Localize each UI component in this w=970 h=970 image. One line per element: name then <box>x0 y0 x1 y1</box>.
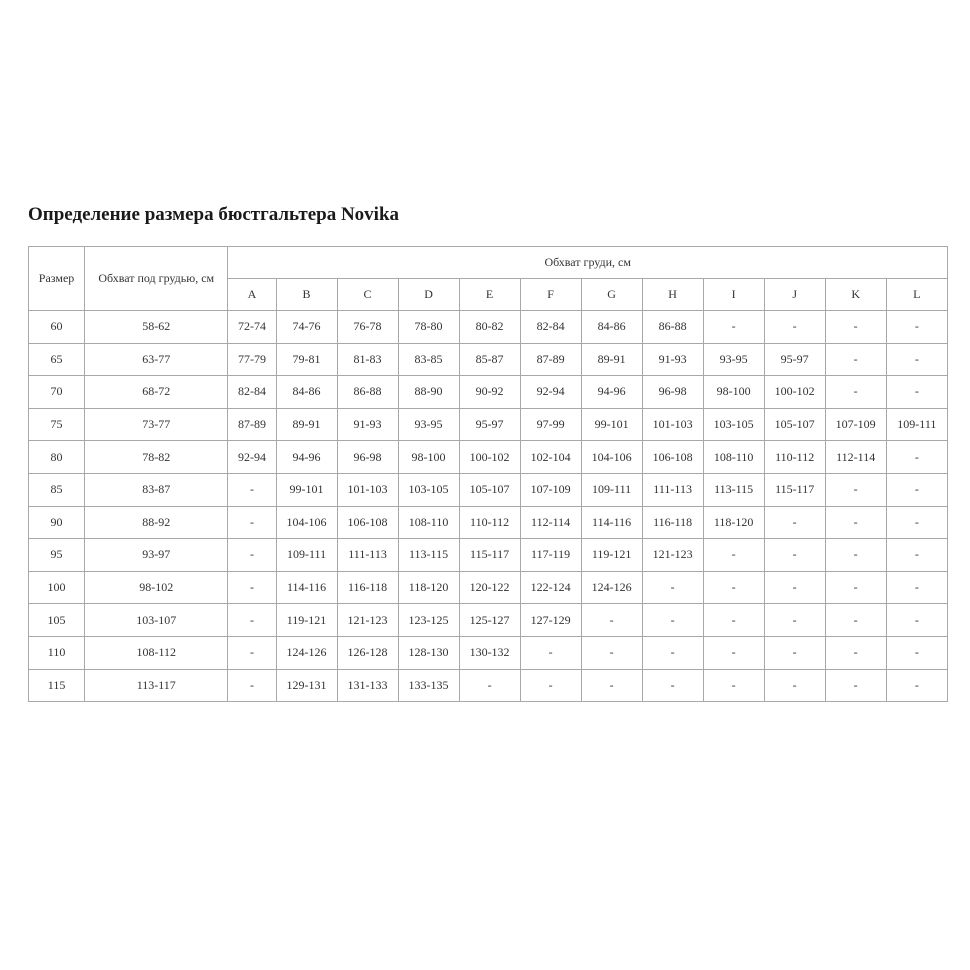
bust-cell: - <box>520 636 581 669</box>
bust-cell: 112-114 <box>825 441 886 474</box>
underbust-cell: 78-82 <box>85 441 228 474</box>
bust-cell: - <box>886 506 947 539</box>
bust-cell: 96-98 <box>642 376 703 409</box>
size-cell: 115 <box>29 669 85 702</box>
bust-cell: - <box>642 669 703 702</box>
table-row <box>29 571 948 604</box>
bust-cell: - <box>825 311 886 344</box>
bust-cell: 97-99 <box>520 408 581 441</box>
bust-cell: 82-84 <box>228 376 276 409</box>
bust-cell: - <box>228 636 276 669</box>
bust-cell: 125-127 <box>459 604 520 637</box>
bust-cell: 131-133 <box>337 669 398 702</box>
bust-cell: 130-132 <box>459 636 520 669</box>
underbust-cell: 88-92 <box>85 506 228 539</box>
bust-cell: - <box>228 506 276 539</box>
header-underbust: Обхват под грудью, см <box>85 247 228 311</box>
bust-cell: 112-114 <box>520 506 581 539</box>
cup-header-i: I <box>703 279 764 311</box>
bust-cell: 109-111 <box>886 408 947 441</box>
bust-cell: 133-135 <box>398 669 459 702</box>
bust-cell: 121-123 <box>337 604 398 637</box>
bust-cell: 78-80 <box>398 311 459 344</box>
page-title: Определение размера бюстгальтера Novika <box>28 204 400 225</box>
bust-cell: 96-98 <box>337 441 398 474</box>
bust-cell: 100-102 <box>764 376 825 409</box>
bust-cell: 94-96 <box>276 441 337 474</box>
bust-cell: 118-120 <box>703 506 764 539</box>
bust-cell: 111-113 <box>337 539 398 572</box>
bust-cell: 92-94 <box>228 441 276 474</box>
bust-cell: 110-112 <box>764 441 825 474</box>
underbust-cell: 93-97 <box>85 539 228 572</box>
bust-cell: 129-131 <box>276 669 337 702</box>
bust-cell: - <box>764 311 825 344</box>
header-size: Размер <box>29 247 85 311</box>
bust-cell: - <box>642 571 703 604</box>
size-cell: 100 <box>29 571 85 604</box>
bust-cell: 120-122 <box>459 571 520 604</box>
underbust-cell: 113-117 <box>85 669 228 702</box>
bust-cell: 101-103 <box>337 473 398 506</box>
cup-header-h: H <box>642 279 703 311</box>
bust-cell: 89-91 <box>276 408 337 441</box>
bust-cell: 106-108 <box>337 506 398 539</box>
bust-cell: 95-97 <box>764 343 825 376</box>
bust-cell: 128-130 <box>398 636 459 669</box>
bust-cell: - <box>228 539 276 572</box>
underbust-cell: 73-77 <box>85 408 228 441</box>
underbust-cell: 58-62 <box>85 311 228 344</box>
bust-cell: - <box>825 636 886 669</box>
bust-cell: - <box>825 343 886 376</box>
bust-cell: - <box>228 473 276 506</box>
bust-cell: 103-105 <box>703 408 764 441</box>
bust-cell: 101-103 <box>642 408 703 441</box>
bust-cell: 82-84 <box>520 311 581 344</box>
bust-cell: 113-115 <box>398 539 459 572</box>
bust-cell: - <box>520 669 581 702</box>
bust-cell: 76-78 <box>337 311 398 344</box>
bust-cell: 117-119 <box>520 539 581 572</box>
cup-header-a: A <box>228 279 276 311</box>
bust-cell: 104-106 <box>276 506 337 539</box>
bust-cell: 111-113 <box>642 473 703 506</box>
table-row <box>29 311 948 344</box>
bust-cell: - <box>886 669 947 702</box>
size-cell: 90 <box>29 506 85 539</box>
bust-cell: - <box>764 539 825 572</box>
bust-cell: - <box>886 571 947 604</box>
bust-cell: - <box>703 571 764 604</box>
bust-cell: - <box>825 604 886 637</box>
bust-cell: 83-85 <box>398 343 459 376</box>
bust-cell: 89-91 <box>581 343 642 376</box>
table-row <box>29 441 948 474</box>
bust-cell: 77-79 <box>228 343 276 376</box>
bust-cell: 118-120 <box>398 571 459 604</box>
bust-cell: - <box>886 441 947 474</box>
bust-cell: - <box>703 669 764 702</box>
size-cell: 95 <box>29 539 85 572</box>
bust-cell: - <box>886 539 947 572</box>
bust-cell: - <box>764 571 825 604</box>
bust-cell: - <box>886 376 947 409</box>
size-cell: 80 <box>29 441 85 474</box>
bust-cell: - <box>764 506 825 539</box>
bust-cell: 109-111 <box>581 473 642 506</box>
bust-cell: 100-102 <box>459 441 520 474</box>
bust-cell: - <box>228 604 276 637</box>
bust-cell: - <box>764 604 825 637</box>
bust-cell: - <box>764 669 825 702</box>
bust-cell: 99-101 <box>581 408 642 441</box>
bust-cell: 84-86 <box>276 376 337 409</box>
bust-cell: - <box>642 604 703 637</box>
bust-cell: 90-92 <box>459 376 520 409</box>
cup-header-j: J <box>764 279 825 311</box>
bust-cell: 87-89 <box>228 408 276 441</box>
bust-cell: 84-86 <box>581 311 642 344</box>
table-row <box>29 636 948 669</box>
table-row <box>29 506 948 539</box>
bust-cell: 80-82 <box>459 311 520 344</box>
bust-cell: - <box>825 539 886 572</box>
underbust-cell: 83-87 <box>85 473 228 506</box>
bust-cell: 108-110 <box>398 506 459 539</box>
bust-cell: 81-83 <box>337 343 398 376</box>
header-row <box>29 247 948 279</box>
cup-header-k: K <box>825 279 886 311</box>
bust-cell: - <box>228 571 276 604</box>
size-chart-table <box>28 246 948 702</box>
bust-cell: 94-96 <box>581 376 642 409</box>
bust-cell: - <box>825 506 886 539</box>
size-cell: 65 <box>29 343 85 376</box>
bust-cell: 127-129 <box>520 604 581 637</box>
bust-cell: 93-95 <box>398 408 459 441</box>
bust-cell: - <box>825 669 886 702</box>
size-cell: 85 <box>29 473 85 506</box>
size-cell: 70 <box>29 376 85 409</box>
bust-cell: 103-105 <box>398 473 459 506</box>
size-cell: 75 <box>29 408 85 441</box>
bust-cell: 86-88 <box>337 376 398 409</box>
bust-cell: 116-118 <box>337 571 398 604</box>
bust-cell: 119-121 <box>276 604 337 637</box>
bust-cell: 106-108 <box>642 441 703 474</box>
underbust-cell: 103-107 <box>85 604 228 637</box>
bust-cell: - <box>886 473 947 506</box>
bust-cell: 114-116 <box>276 571 337 604</box>
size-cell: 110 <box>29 636 85 669</box>
bust-cell: 105-107 <box>459 473 520 506</box>
bust-cell: 74-76 <box>276 311 337 344</box>
bust-cell: - <box>825 376 886 409</box>
table-row <box>29 604 948 637</box>
bust-cell: - <box>228 669 276 702</box>
bust-cell: - <box>886 636 947 669</box>
bust-cell: - <box>703 539 764 572</box>
table-row <box>29 539 948 572</box>
bust-cell: 107-109 <box>520 473 581 506</box>
bust-cell: 113-115 <box>703 473 764 506</box>
bust-cell: 115-117 <box>459 539 520 572</box>
bust-cell: 119-121 <box>581 539 642 572</box>
bust-cell: 107-109 <box>825 408 886 441</box>
bust-cell: 102-104 <box>520 441 581 474</box>
bust-cell: 88-90 <box>398 376 459 409</box>
bust-cell: 116-118 <box>642 506 703 539</box>
bust-cell: 91-93 <box>337 408 398 441</box>
bust-cell: 108-110 <box>703 441 764 474</box>
bust-cell: 114-116 <box>581 506 642 539</box>
table-row <box>29 473 948 506</box>
bust-cell: - <box>825 571 886 604</box>
bust-cell: - <box>886 311 947 344</box>
cup-header-g: G <box>581 279 642 311</box>
bust-cell: 87-89 <box>520 343 581 376</box>
bust-cell: 98-100 <box>398 441 459 474</box>
bust-cell: 124-126 <box>276 636 337 669</box>
bust-cell: - <box>886 604 947 637</box>
bust-cell: 104-106 <box>581 441 642 474</box>
table-row <box>29 343 948 376</box>
cup-header-e: E <box>459 279 520 311</box>
bust-cell: - <box>581 604 642 637</box>
underbust-cell: 68-72 <box>85 376 228 409</box>
bust-cell: 98-100 <box>703 376 764 409</box>
bust-cell: - <box>642 636 703 669</box>
bust-cell: - <box>825 473 886 506</box>
bust-cell: - <box>703 636 764 669</box>
bust-cell: - <box>703 604 764 637</box>
header-bust: Обхват груди, см <box>228 247 948 279</box>
cup-header-f: F <box>520 279 581 311</box>
bust-cell: 99-101 <box>276 473 337 506</box>
cup-header-c: C <box>337 279 398 311</box>
bust-cell: 123-125 <box>398 604 459 637</box>
bust-cell: - <box>581 669 642 702</box>
bust-cell: - <box>459 669 520 702</box>
bust-cell: 95-97 <box>459 408 520 441</box>
cup-header-b: B <box>276 279 337 311</box>
bust-cell: 124-126 <box>581 571 642 604</box>
bust-cell: - <box>764 636 825 669</box>
table-row <box>29 376 948 409</box>
bust-cell: 85-87 <box>459 343 520 376</box>
bust-cell: 110-112 <box>459 506 520 539</box>
size-cell: 105 <box>29 604 85 637</box>
cup-header-d: D <box>398 279 459 311</box>
underbust-cell: 108-112 <box>85 636 228 669</box>
bust-cell: 115-117 <box>764 473 825 506</box>
bust-cell: 105-107 <box>764 408 825 441</box>
cup-header-l: L <box>886 279 947 311</box>
size-cell: 60 <box>29 311 85 344</box>
bust-cell: 79-81 <box>276 343 337 376</box>
table-row <box>29 669 948 702</box>
bust-cell: - <box>703 311 764 344</box>
table-body <box>29 311 948 702</box>
bust-cell: 72-74 <box>228 311 276 344</box>
bust-cell: - <box>581 636 642 669</box>
bust-cell: 122-124 <box>520 571 581 604</box>
bust-cell: 121-123 <box>642 539 703 572</box>
underbust-cell: 98-102 <box>85 571 228 604</box>
bust-cell: 92-94 <box>520 376 581 409</box>
bust-cell: 91-93 <box>642 343 703 376</box>
bust-cell: 126-128 <box>337 636 398 669</box>
bust-cell: - <box>886 343 947 376</box>
bust-cell: 86-88 <box>642 311 703 344</box>
underbust-cell: 63-77 <box>85 343 228 376</box>
bust-cell: 109-111 <box>276 539 337 572</box>
bust-cell: 93-95 <box>703 343 764 376</box>
table-row <box>29 408 948 441</box>
